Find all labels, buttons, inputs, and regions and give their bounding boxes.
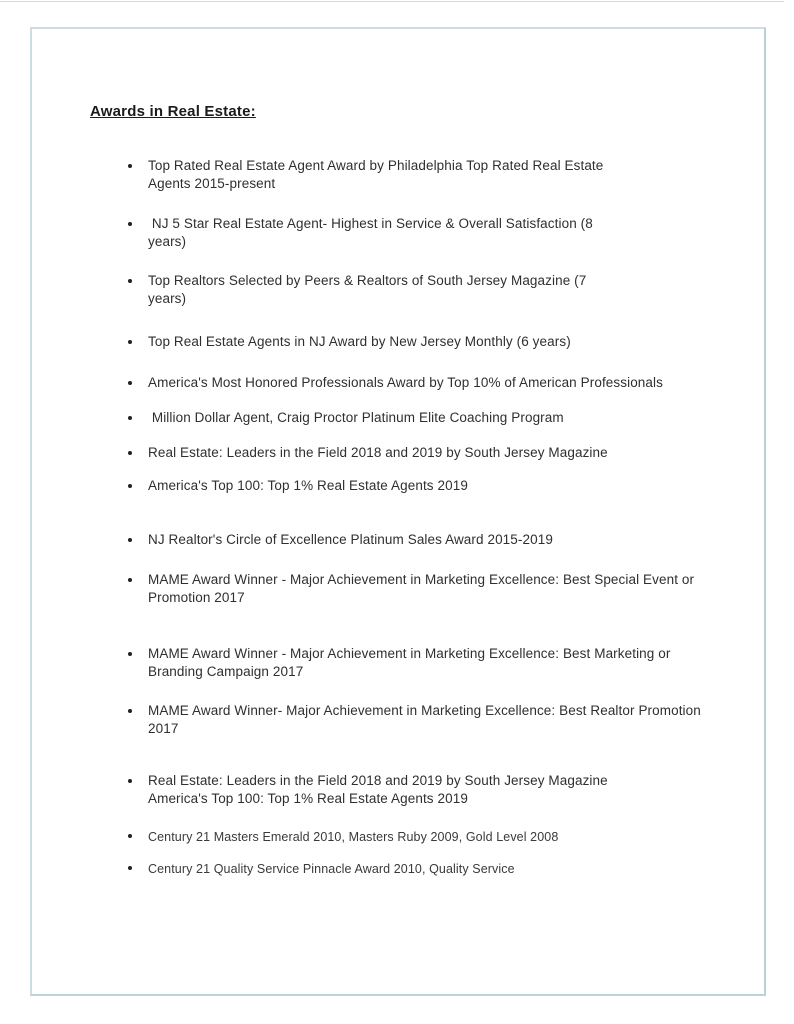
award-text-line: Top Real Estate Agents in NJ Award by New Jersey Monthly (6 years)	[148, 334, 571, 349]
award-text-line: years)	[148, 234, 187, 249]
award-list-item	[125, 860, 752, 878]
section-heading: Awards in Real Estate:	[90, 103, 256, 120]
award-list-item	[125, 645, 752, 681]
award-text-line: MAME Award Winner - Major Achievement in Marketing Excellence: Best Special Event or	[148, 572, 695, 587]
award-list-item	[125, 157, 752, 193]
award-text-line: NJ 5 Star Real Estate Agent- Highest in Service & Overall Satisfaction (8	[148, 216, 593, 231]
award-text-line: America's Top 100: Top 1% Real Estate Agents 2019	[148, 478, 468, 493]
document-page	[30, 27, 766, 996]
award-text-line: Century 21 Masters Emerald 2010, Masters Ruby 2009, Gold Level 2008	[148, 830, 559, 844]
award-text-line: 2017	[148, 721, 179, 736]
bullet-icon	[128, 578, 132, 582]
award-text-line: Agents 2015-present	[148, 176, 276, 191]
bullet-icon	[128, 279, 132, 283]
bullet-icon	[128, 222, 132, 226]
award-list-item	[125, 702, 752, 738]
bullet-icon	[128, 484, 132, 488]
award-text-line: America's Top 100: Top 1% Real Estate Agents 2019	[148, 791, 468, 806]
award-list-item	[125, 333, 752, 351]
award-list-item	[125, 772, 752, 808]
award-text-line: MAME Award Winner - Major Achievement in Marketing Excellence: Best Marketing or	[148, 646, 671, 661]
award-text-line: Top Realtors Selected by Peers & Realtors of South Jersey Magazine (7	[148, 273, 587, 288]
award-text-line: Century 21 Quality Service Pinnacle Award 2010, Quality Service	[148, 862, 515, 876]
award-list-item	[125, 374, 752, 392]
award-text-line: NJ Realtor's Circle of Excellence Platinum Sales Award 2015-2019	[148, 532, 553, 547]
award-list-item	[125, 444, 752, 462]
bullet-icon	[128, 834, 132, 838]
award-text-line: Branding Campaign 2017	[148, 664, 304, 679]
award-text-line: MAME Award Winner- Major Achievement in Marketing Excellence: Best Realtor Promotion	[148, 703, 701, 718]
bullet-icon	[128, 538, 132, 542]
bullet-icon	[128, 340, 132, 344]
award-list-item	[125, 828, 752, 846]
award-list-item	[125, 215, 752, 251]
award-list-item	[125, 571, 752, 607]
award-list-item	[125, 477, 752, 495]
award-text-line: Real Estate: Leaders in the Field 2018 and 2019 by South Jersey Magazine	[148, 445, 608, 460]
window-edge-divider	[0, 1, 784, 2]
bullet-icon	[128, 652, 132, 656]
bullet-icon	[128, 709, 132, 713]
award-list-item	[125, 272, 752, 308]
award-list-item	[125, 409, 752, 427]
award-list-item	[125, 531, 752, 549]
award-text-line: America's Most Honored Professionals Award by Top 10% of American Professionals	[148, 375, 663, 390]
bullet-icon	[128, 381, 132, 385]
awards-bullet-list	[32, 157, 752, 878]
bullet-icon	[128, 451, 132, 455]
award-text-line: Top Rated Real Estate Agent Award by Philadelphia Top Rated Real Estate	[148, 158, 604, 173]
bullet-icon	[128, 779, 132, 783]
award-text-line: Real Estate: Leaders in the Field 2018 and 2019 by South Jersey Magazine	[148, 773, 608, 788]
award-text-line: Promotion 2017	[148, 590, 245, 605]
bullet-icon	[128, 866, 132, 870]
award-text-line: years)	[148, 291, 187, 306]
bullet-icon	[128, 416, 132, 420]
bullet-icon	[128, 164, 132, 168]
award-text-line: Million Dollar Agent, Craig Proctor Platinum Elite Coaching Program	[148, 410, 564, 425]
